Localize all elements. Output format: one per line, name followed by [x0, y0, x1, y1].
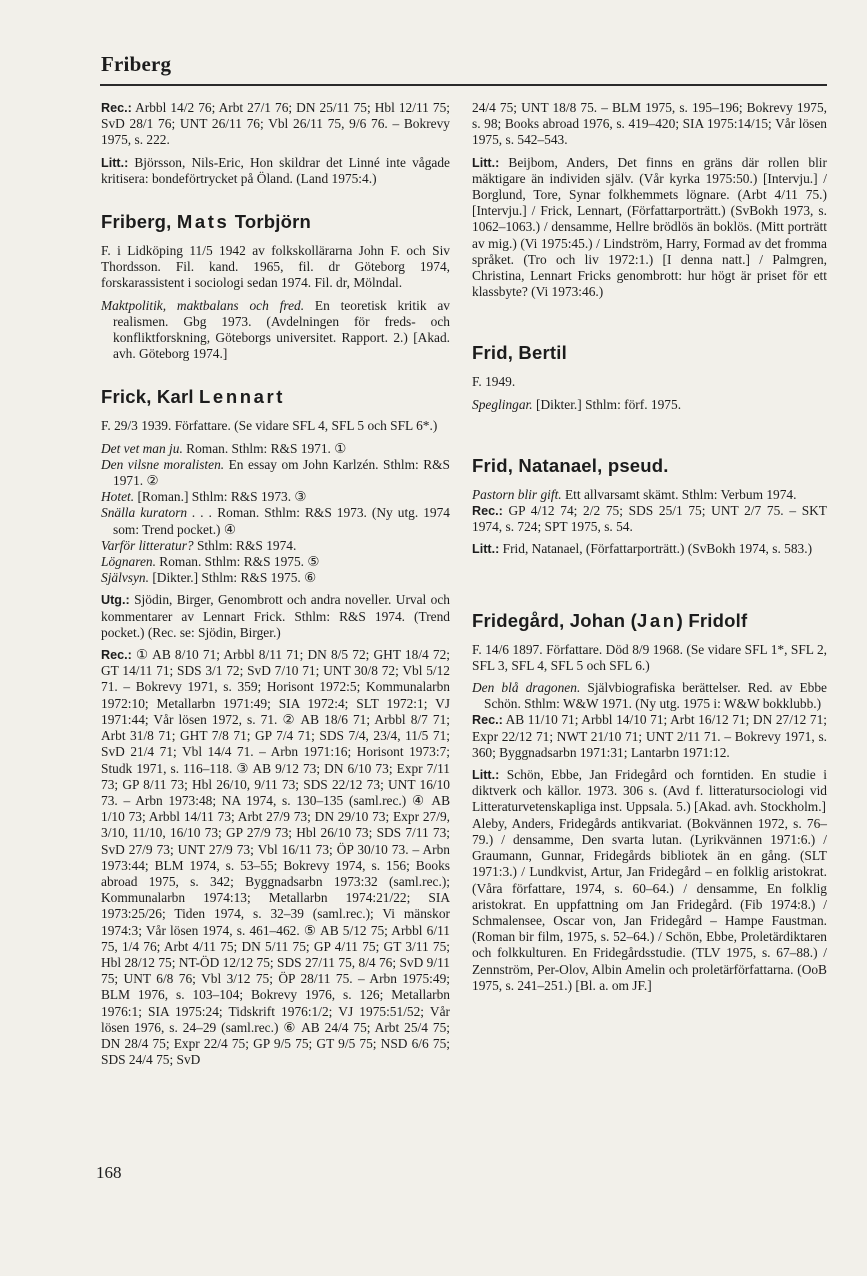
- work-entry: [101, 554, 450, 570]
- work-details: [Roman.] Sthlm: R&S 1973. ③: [134, 489, 307, 505]
- work-details: Ett allvarsamt skämt. Sthlm: Verbum 1974.: [561, 486, 797, 502]
- work-entry: [101, 505, 450, 537]
- work-entry: [472, 397, 827, 413]
- section-label: Litt.:: [472, 155, 500, 170]
- entry-heading-friberg-mats: [101, 211, 450, 233]
- work-title: Snälla kuratorn . . .: [101, 505, 213, 521]
- work-details: [Dikter.] Sthlm: R&S 1975. ⑥: [148, 570, 317, 586]
- work-title: Den vilsne moralisten.: [101, 456, 225, 472]
- work-title: Maktpolitik, maktbalans och fred.: [101, 297, 305, 313]
- bio-paragraph: F. i Lidköping 11/5 1942 av folkskollärarna John F. och Siv Thordsson. Fil. kand. 1965, fil. dr Göteborg 1974, forskarassistent i sociologi sedan 1974. Fil. dr, Mölndal.: [101, 243, 450, 291]
- running-head: Friberg: [101, 52, 172, 76]
- work-title: Lögnaren.: [101, 554, 156, 570]
- rec-paragraph: Rec.: ① AB 8/10 71; Arbbl 8/11 71; DN 8/5 72; GHT 18/4 72; GT 14/11 71; SDS 3/1 72; SvD 7/10 71; UNT 30/8 72; Vbl 5/12 71. – Bokrevy 1971, s. 359; Horisont 1972:5; Kommunalarbn 1972:10; Metallarbn 1971:49; SIA 1972:4; SLT 1972:1; VJ 1971:44; Vår lösen 1972, s. 71. ② AB 18/6 71; Arbbl 8/7 71; Arbt 31/8 71; GHT 7/8 71; GP 7/4 71; SDS 7/4, 23/4, 11/5 71; SvD 21/4 71; Vbl 14/4 71. – Arbn 1971:16; Horisont 1973:7; Studk 1971, s. 116–118. ③ AB 9/12 73; DN 6/10 73; Expr 7/11 73; GP 8/11 73; Hbl 26/10, 9/11 73; SDS 22/12 73; UNT 16/10 73. – Arbn 1973:48; NA 1974, s. 130–135 (saml.rec.) ④ AB 1/10 73; Arbbl 14/11 73; Arbt 27/9 73; DN 29/10 73; Expr 27/9, 3/10, 11/10, 16/10 73; GP 27/9 73; Hbl 26/10 73; SDS 7/11 73; SvD 27/9 73; UNT 27/9 73; Vbl 16/11 73; ÖP 30/10 73. – Arbn 1973:44; BLM 1974, s. 53–55; Bokrevy 1974, s. 156; Books abroad 1975, s. 342; Byggnadsarbn 1973:32 (saml.rec.); Kommunalarbn 1974:13; Metallarbn 1974:21/22; SIA 1973:25/26; Tiden 1974, s. 32–39 (saml.rec.); Vi mänskor 1974:3; Vår lösen 1974, s. 461–462. ⑤ AB 5/12 75; Arbbl 6/11 75, 1/4 76; Arbt 4/11 75; DN 5/11 75; GP 4/11 75; GT 3/11 75; Hbl 28/12 75; NT-ÖD 12/12 75; SDS 27/11 75, 8/4 76; SvD 9/11 75; UNT 6/8 76; Vbl 3/12 75; ÖP 28/11 75. – Arbn 1975:49; BLM 1976, s. 103–104; Bokrevy 1976, s. 126; Metallarbn 1976:1; SIA 1975:24; Tidskrift 1976:1/2; VJ 1975:51/52; Vår lösen 1976, s. 24–29 (saml.rec.) ⑥ AB 24/4 75; Arbt 25/4 75; DN 28/4 75; Expr 22/4 75; GP 9/5 75; GT 9/5 75; NSD 6/6 75; SDS 24/4 75; SvD: [101, 647, 450, 1068]
- work-details: Roman. Sthlm: R&S 1973. (Ny utg. 1974 som: Trend pocket.) ④: [113, 505, 451, 537]
- work-entry: [472, 680, 827, 712]
- work-details: Roman. Sthlm: R&S 1971. ①: [182, 440, 347, 456]
- rec-paragraph: Rec.: GP 4/12 74; 2/2 75; SDS 25/1 75; UNT 2/7 75. – SKT 1974, s. 724; SPT 1975, s. 54.: [472, 503, 827, 535]
- work-details: Sthlm: R&S 1974.: [193, 537, 297, 553]
- bio-paragraph: F. 1949.: [472, 374, 516, 390]
- section-label: Rec.:: [101, 648, 132, 663]
- right-column: [472, 100, 827, 1000]
- works-list: [101, 441, 450, 587]
- heading-part: Frick, Karl: [101, 386, 200, 408]
- work-title: Speglingar.: [472, 396, 533, 412]
- work-details: En teoretisk kritik av realismen. Gbg 1973. (Avdelningen för freds- och konfliktforskning, Göteborgs universitet. Rapport. 2.) [Akad. avh. Göteborg 1974.]: [113, 297, 450, 362]
- heading-part: ) Fridolf: [676, 609, 748, 631]
- litt-paragraph: Litt.: Björsson, Nils-Eric, Hon skildrar det Linné inte vågade kritisera: bondeförtrycket på Öland. (Land 1975:4.): [101, 154, 450, 186]
- heading-part: Fridegård, Johan (: [472, 609, 637, 631]
- rec-paragraph: Rec.: Arbbl 14/2 76; Arbt 27/1 76; DN 25/11 75; Hbl 12/11 75; SvD 28/1 76; UNT 26/11 76; Vbl 26/11 75, 9/6 76. – Bokrevy 1975, s. 222.: [101, 100, 450, 148]
- work-entry: [101, 489, 450, 505]
- section-label: Litt.:: [472, 768, 500, 783]
- work-details: [Dikter.] Sthlm: förf. 1975.: [532, 396, 682, 412]
- left-column: [101, 100, 450, 1074]
- work-entry: [101, 441, 450, 457]
- work-title: Självsyn.: [101, 570, 149, 586]
- work-entry: [101, 570, 450, 586]
- section-label: Litt.:: [101, 155, 129, 170]
- rec-continuation: 24/4 75; UNT 18/8 75. – BLM 1975, s. 195–196; Bokrevy 1975, s. 98; Books abroad 1976, s. 419–420; SIA 1975:14/15; Vår lösen 1975, s. 542–543.: [472, 100, 827, 148]
- work-entry: [101, 298, 450, 363]
- entry-heading-fridegard-jan: [472, 610, 827, 632]
- work-title: Det vet man ju.: [101, 440, 183, 456]
- work-details: Roman. Sthlm: R&S 1975. ⑤: [155, 554, 320, 570]
- page-number: 168: [96, 1163, 122, 1182]
- work-details: Självbiografiska berättelser. Red. av Ebbe Schön. Sthlm: W&W 1971. (Ny utg. 1975 i: W&W bokklubb.): [484, 680, 827, 712]
- utg-paragraph: Utg.: Sjödin, Birger, Genombrott och andra noveller. Urval och kommentarer av Lennart Frick. Sthlm: R&S 1974. (Trend pocket.) (Rec. se: Sjödin, Birger.): [101, 592, 450, 640]
- section-label: Litt.:: [472, 542, 500, 557]
- litt-paragraph: Litt.: Schön, Ebbe, Jan Fridegård och forntiden. En studie i diktverk och källor. 1973. 306 s. (Avd f. litteratursociologi vid Litteraturvetenskapliga inst. Uppsala. 5.) [Akad. avh. Stockholm.]: [472, 767, 827, 815]
- heading-part: Friberg,: [101, 211, 177, 233]
- entry-heading-frick-lennart: [101, 386, 450, 408]
- heading-spaced: Lennart: [199, 386, 286, 408]
- work-details: En essay om John Karlzén. Sthlm: R&S 1971. ②: [113, 456, 450, 489]
- work-title: Hotet.: [101, 489, 135, 505]
- section-label: Rec.:: [101, 101, 132, 115]
- rec-paragraph: Rec.: AB 11/10 71; Arbbl 14/10 71; Arbt 16/12 71; DN 27/12 71; Expr 22/12 71; NWT 21/10 71; UNT 2/11 71. – Bokrevy 1971, s. 360; Byggnadsarbn 1971:31; Lantarbn 1971:12.: [472, 712, 827, 760]
- entry-heading-frid-natanael: Frid, Natanael, pseud.: [472, 454, 669, 476]
- work-entry: [101, 457, 450, 489]
- litt-paragraph: Litt.: Beijbom, Anders, Det finns en gräns där rollen blir mäktigare än individen själv. (Vår kyrka 1975:50.) [Intervju.] / Borglund, Tore, Synar folkhemmets lögnare. (Arbt 4/11 75.) [Intervju.] / Frick, Lennart, (Författarporträtt.) (SvBokh 1973, s. 1062–1063.) / densamme, Hellre brödlös än boklös. (Mitt porträtt av mig.) (Vi 1975:45.) / Lindström, Harry, Formad av det fromma språket. (Tro och liv 1972:1.) [I denna natt.] / Palmgren, Christina, Lennart Fricks genombrott: hur högt är priset för ett klassbyte? (Vi 1973:46.): [472, 154, 827, 300]
- entry-heading-frid-bertil: Frid, Bertil: [472, 342, 567, 364]
- bio-paragraph: F. 14/6 1897. Författare. Död 8/9 1968. (Se vidare SFL 1*, SFL 2, SFL 3, SFL 4, SFL 5 och SFL 6.): [472, 641, 827, 673]
- section-label: Rec.:: [472, 713, 503, 728]
- work-title: Pastorn blir gift.: [472, 486, 562, 502]
- work-title: Varför litteratur?: [101, 537, 194, 553]
- work-title: Den blå dragonen.: [472, 680, 581, 696]
- litt-continuation: Aleby, Anders, Fridegårds antikvariat. (Bokvännen 1972, s. 76–79.) / densamme, Den svarta lutan. (Lyrikvännen 1971:6.) / Graumann, Gunnar, Fridegårds bibliotek än en gång. (SLT 1971:3.) / Lundkvist, Artur, Jan Fridegård – en folklig aristokrat. (Våra författare, 1974, s. 60–64.) / densamme, En folklig aristokrat. En uppfattning om Jan Fridegård. (Fib 1974:8.) / Schmalensee, Oscar von, Jan Fridegård – Hampe Faustman. (Roman bir film, 1975, s. 52–64.) / Schön, Ebbe, Proletärdiktaren och folkkulturen. En Fridegårdsstudie. (TLV 1975, s. 67–88.) / Zennström, Per-Olov, Albin Amelin och proletärförfattarna. (OoB 1975, s. 241–251.) [Bl. a. om JF.]: [472, 815, 827, 993]
- heading-part: Torbjörn: [229, 211, 311, 233]
- header-rule: [100, 84, 827, 86]
- section-label: Utg.:: [101, 593, 130, 608]
- heading-spaced: Jan: [636, 609, 677, 631]
- litt-paragraph: Litt.: Frid, Natanael, (Författarporträtt.) (SvBokh 1974, s. 583.): [472, 541, 813, 557]
- heading-spaced: Mats: [176, 211, 230, 233]
- section-label: Rec.:: [472, 504, 503, 519]
- bio-paragraph: F. 29/3 1939. Författare. (Se vidare SFL 4, SFL 5 och SFL 6*.): [101, 418, 438, 434]
- work-entry: [472, 487, 827, 503]
- work-entry: [101, 538, 450, 554]
